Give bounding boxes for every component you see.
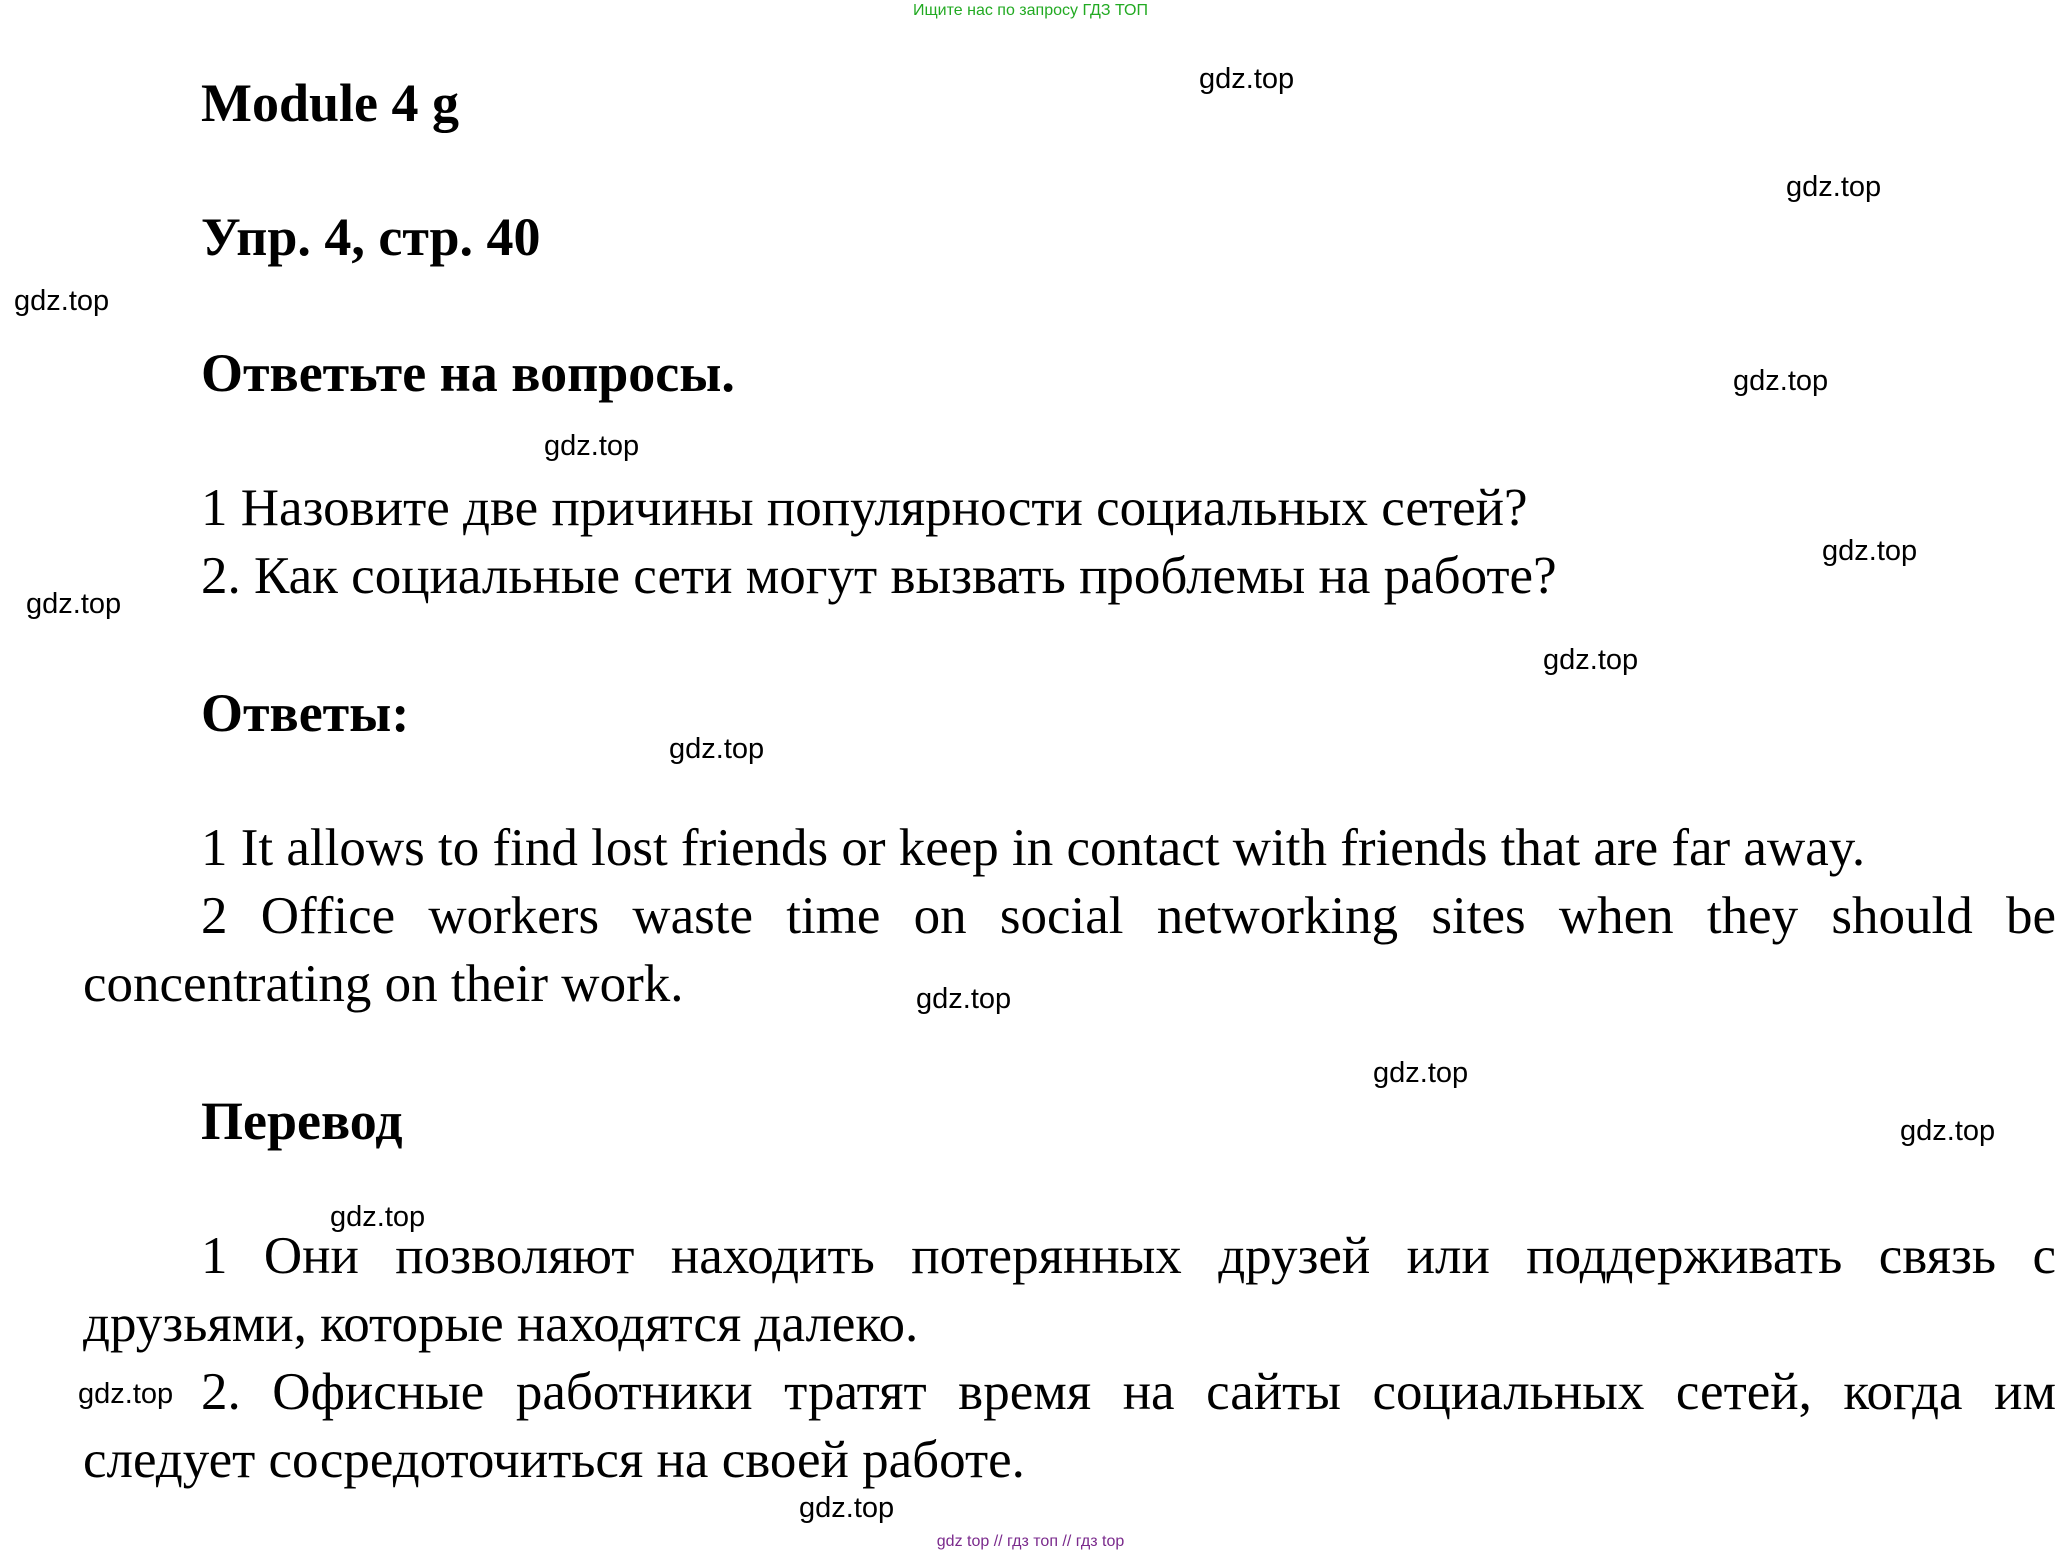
question-1: 1 Назовите две причины популярности социальных сетей?	[201, 479, 1528, 537]
watermark: gdz.top	[1373, 1057, 1469, 1089]
translation-heading: Перевод	[201, 1091, 403, 1151]
top-banner: Ищите нас по запросу ГДЗ ТОП	[913, 2, 1148, 19]
translation-2-line-1: 2. Офисные работники тратят время на сайты социальных сетей, когда им	[201, 1363, 2056, 1421]
watermark: gdz.top	[1733, 365, 1829, 397]
watermark: gdz.top	[1543, 644, 1639, 676]
answer-2-line-2: concentrating on their work.	[83, 955, 684, 1013]
translation-1-line-2: друзьями, которые находятся далеко.	[83, 1295, 919, 1353]
answer-2-line-1: 2 Office workers waste time on social networking sites when they should be	[201, 887, 2056, 945]
watermark: gdz.top	[669, 733, 765, 765]
questions-heading: Ответьте на вопросы.	[201, 343, 735, 403]
watermark: gdz.top	[330, 1201, 426, 1233]
answers-heading: Ответы:	[201, 683, 410, 743]
bottom-banner: gdz top // гдз топ // гдз top	[936, 1533, 1125, 1550]
question-2: 2. Как социальные сети могут вызвать проблемы на работе?	[201, 547, 1557, 605]
translation-1-line-1: 1 Они позволяют находить потерянных друзей или поддерживать связь с	[201, 1227, 2056, 1285]
watermark: gdz.top	[544, 430, 640, 462]
watermark: gdz.top	[1822, 535, 1918, 567]
module-title: Module 4 g	[201, 73, 460, 133]
watermark: gdz.top	[1199, 63, 1295, 95]
watermark: gdz.top	[14, 285, 110, 317]
watermark: gdz.top	[799, 1492, 895, 1524]
watermark: gdz.top	[78, 1378, 174, 1410]
watermark: gdz.top	[916, 983, 1012, 1015]
watermark: gdz.top	[1786, 171, 1882, 203]
watermark: gdz.top	[26, 588, 122, 620]
watermark: gdz.top	[1900, 1115, 1996, 1147]
translation-2-line-2: следует сосредоточиться на своей работе.	[83, 1431, 1025, 1489]
exercise-title: Упр. 4, стр. 40	[201, 207, 541, 267]
answer-1: 1 It allows to find lost friends or keep in contact with friends that are far away.	[201, 819, 1866, 877]
